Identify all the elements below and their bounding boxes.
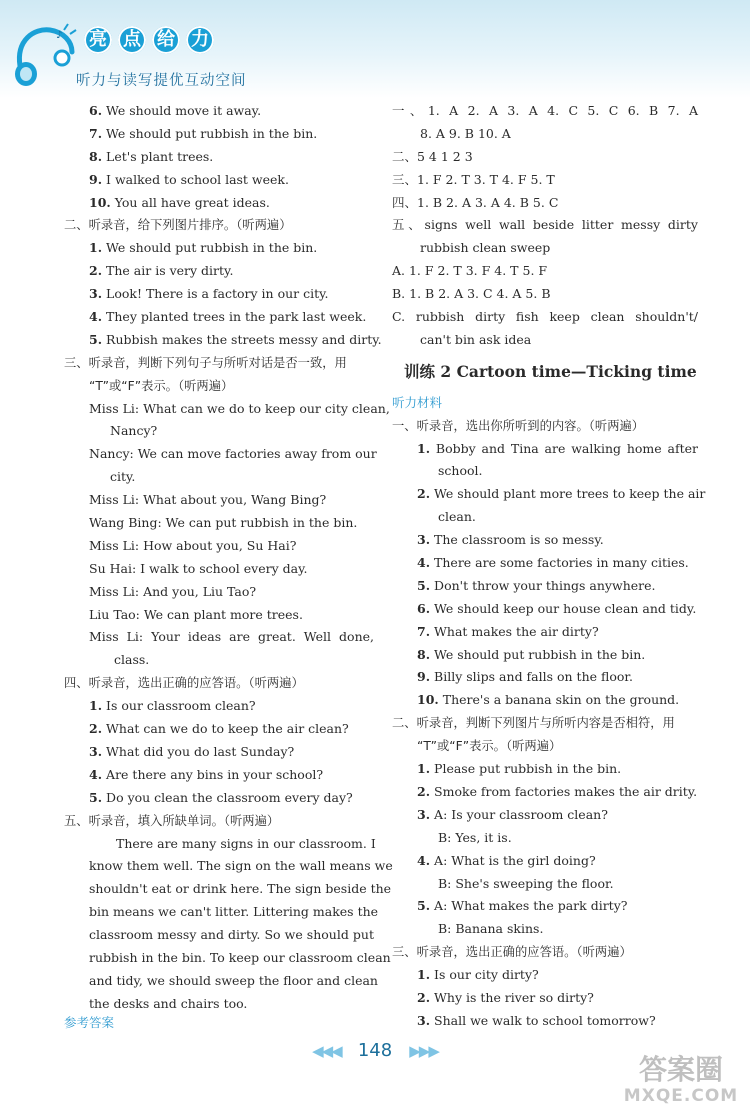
section-title: 训练 2 Cartoon time—Ticking time: [404, 361, 697, 381]
answer-line: C. rubbish dirty fish keep clean shouldn't/: [392, 309, 698, 325]
list-item: 7. We should put rubbish in the bin.: [89, 125, 318, 141]
list-item: 2. We should plant more trees to keep the air: [417, 486, 706, 502]
answer-line: 四、1. B 2. A 3. A 4. B 5. C: [392, 194, 559, 210]
list-item: 1. Bobby and Tina are walking home after: [417, 440, 698, 456]
brand-char: 亮: [84, 26, 112, 54]
dialogue-line: Miss Li: What about you, Wang Bing?: [89, 492, 327, 508]
passage-line: rubbish in the bin. To keep our classroom clean: [89, 949, 391, 965]
watermark-logo: [620, 1046, 742, 1108]
list-item: 1. We should put rubbish in the bin.: [89, 240, 318, 256]
answer-line: rubbish clean sweep: [420, 240, 551, 256]
list-item: 1. Is our city dirty?: [417, 967, 539, 983]
answer-line: 二、5 4 1 2 3: [392, 148, 473, 164]
list-item: 6. We should keep our house clean and tidy.: [417, 600, 697, 616]
list-item: B: She's sweeping the floor.: [438, 875, 614, 891]
list-item: 6. We should move it away.: [89, 103, 262, 118]
passage-line: shouldn't eat or drink here. The sign beside the: [89, 881, 392, 897]
list-item: 7. What makes the air dirty?: [417, 623, 599, 639]
list-item: 5. Do you clean the classroom every day?: [89, 789, 353, 805]
list-item: 3. A: Is your classroom clean?: [417, 806, 608, 822]
svg-text:♪: ♪: [56, 30, 63, 41]
section-heading: 二、听录音，判断下列图片与所听内容是否相符，用: [392, 716, 675, 731]
dialogue-line: Su Hai: I walk to school every day.: [89, 560, 308, 576]
dialogue-line: city.: [110, 469, 136, 485]
section-heading: 二、听录音，给下列图片排序。（听两遍）: [64, 218, 292, 233]
list-item: 3. The classroom is so messy.: [417, 532, 604, 548]
list-item: 4. A: What is the girl doing?: [417, 852, 596, 868]
list-item: 2. The air is very dirty.: [89, 263, 234, 279]
section-subtitle: 听力材料: [392, 394, 443, 410]
list-item: 8. We should put rubbish in the bin.: [417, 646, 646, 662]
answers-label: 参考答案: [64, 1015, 115, 1030]
list-item: clean.: [438, 509, 476, 525]
section-heading: 五、听录音，填入所缺单词。（听两遍）: [64, 813, 280, 828]
list-item: 2. Smoke from factories makes the air drity.: [417, 783, 698, 799]
list-item: 9. I walked to school last week.: [89, 171, 289, 187]
dialogue-line: Miss Li: And you, Liu Tao?: [89, 583, 257, 599]
passage-line: classroom messy and dirty. So we should put: [89, 927, 374, 943]
brand-char: 力: [186, 26, 214, 54]
list-item: 3. Shall we walk to school tomorrow?: [417, 1012, 656, 1028]
list-item: 5. Rubbish makes the streets messy and dirty.: [89, 331, 382, 347]
passage-line: know them well. The sign on the wall means we: [89, 858, 393, 874]
answer-line: 8. A 9. B 10. A: [420, 125, 511, 141]
answer-line: can't bin ask idea: [420, 331, 532, 347]
brand-char: 给: [152, 26, 180, 54]
watermark-top-text: 答案圈: [638, 1053, 723, 1086]
watermark-bottom-text: MXQE.COM: [623, 1086, 739, 1106]
list-item: 2. Why is the river so dirty?: [417, 989, 594, 1005]
list-item: B: Banana skins.: [438, 921, 544, 937]
brand-char: 点: [118, 26, 146, 54]
list-item: 3. Look! There is a factory in our city.: [89, 286, 329, 302]
answer-line: A. 1. F 2. T 3. F 4. T 5. F: [392, 263, 548, 279]
headphones-logo-icon: [12, 22, 78, 90]
dialogue-line: Nancy: We can move factories away from our: [89, 446, 377, 462]
right-column: [392, 100, 706, 1033]
brand-title: [84, 26, 214, 54]
section-heading: 四、听录音，选出正确的应答语。（听两遍）: [64, 676, 304, 691]
section-heading: “T”或“F”表示。（听两遍）: [417, 739, 562, 754]
list-item: 3. What did you do last Sunday?: [89, 743, 295, 759]
list-item: B: Yes, it is.: [438, 829, 512, 845]
list-item: 2. What can we do to keep the air clean?: [89, 721, 349, 737]
passage-line: the desks and chairs too.: [89, 995, 248, 1011]
list-item: 1. Please put rubbish in the bin.: [417, 761, 622, 777]
answer-line: 一、1. A 2. A 3. A 4. C 5. C 6. B 7. A: [392, 103, 698, 118]
list-item: 4. There are some factories in many cities.: [417, 555, 689, 571]
section-heading: “T”或“F”表示。（听两遍）: [89, 378, 234, 393]
list-item: 5. Don't throw your things anywhere.: [417, 577, 656, 593]
dialogue-line: Miss Li: How about you, Su Hai?: [89, 537, 297, 553]
section-heading: 三、听录音，判断下列句子与所听对话是否一致，用: [64, 355, 347, 370]
dialogue-line: Liu Tao: We can plant more trees.: [89, 606, 303, 622]
page-header: [0, 0, 750, 98]
left-column: [64, 100, 393, 1016]
page-number: 148: [357, 1040, 393, 1061]
passage-line: bin means we can't litter. Littering makes the: [89, 904, 379, 920]
list-item: 1. Is our classroom clean?: [89, 698, 256, 714]
tagline: 听力与读写提优互动空间: [76, 73, 247, 89]
list-item: 4. Are there any bins in your school?: [89, 766, 324, 782]
prev-arrows-icon: ◀◀◀: [312, 1042, 341, 1060]
list-item: 10. There's a banana skin on the ground.: [417, 692, 680, 708]
answer-line: 五、signs well wall beside litter messy dirty: [392, 217, 698, 233]
answer-line: B. 1. B 2. A 3. C 4. A 5. B: [392, 286, 551, 302]
list-item: 9. Billy slips and falls on the floor.: [417, 669, 633, 685]
passage-line: There are many signs in our classroom. I: [116, 835, 376, 851]
section-heading: 一、听录音，选出你所听到的内容。（听两遍）: [392, 418, 645, 433]
list-item: school.: [438, 463, 483, 479]
dialogue-line: Miss Li: What can we do to keep our city clean,: [89, 400, 390, 416]
dialogue-line: Wang Bing: We can put rubbish in the bin.: [89, 515, 358, 531]
list-item: 8. Let's plant trees.: [89, 148, 214, 164]
list-item: 10. You all have great ideas.: [89, 194, 270, 210]
dialogue-line: class.: [114, 652, 150, 668]
section-heading: 三、听录音，选出正确的应答语。（听两遍）: [392, 945, 632, 960]
dialogue-line: Nancy?: [110, 423, 158, 439]
list-item: 5. A: What makes the park dirty?: [417, 898, 628, 914]
answer-line: 三、1. F 2. T 3. T 4. F 5. T: [392, 171, 555, 187]
passage-line: and tidy, we should sweep the floor and clean: [89, 972, 378, 988]
dialogue-line: Miss Li: Your ideas are great. Well done,: [89, 629, 374, 645]
list-item: 4. They planted trees in the park last week.: [89, 309, 367, 325]
next-arrows-icon: ▶▶▶: [409, 1042, 438, 1060]
